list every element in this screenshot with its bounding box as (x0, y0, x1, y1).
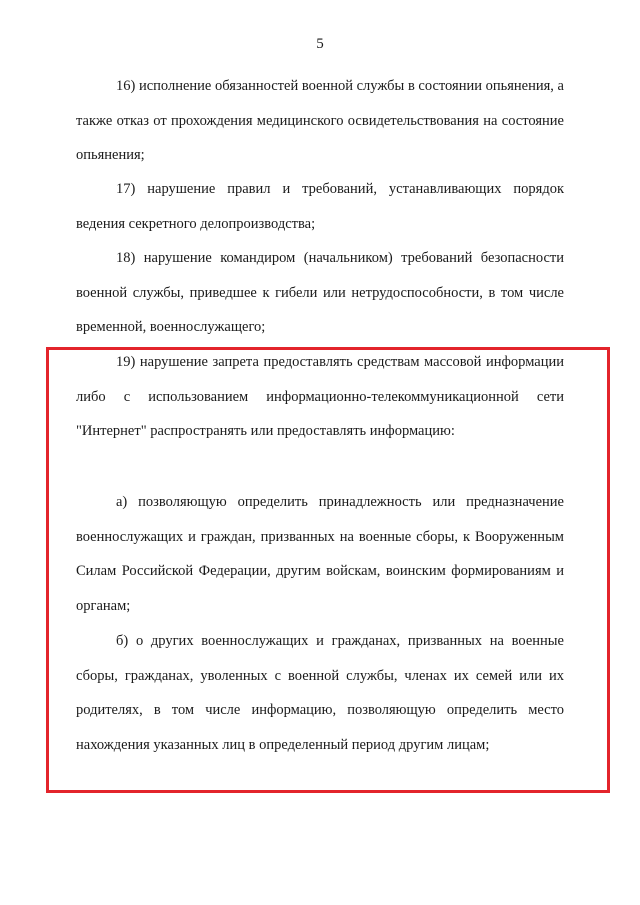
page-number: 5 (316, 36, 324, 52)
paragraph-item-17: 17) нарушение правил и требований, устанавливающих порядок ведения секретного делопроизводства; (76, 181, 564, 232)
paragraph-item-19b: б) о других военнослужащих и гражданах, призванных на военные сборы, гражданах, уволенных с военной службы, членах их семей или их родителях, в том числе информацию, позволяющую определить место нахождения указанных лиц в определенный период другим лицам; (76, 633, 564, 753)
paragraph-item-18: 18) нарушение командиром (начальником) требований безопасности военной службы, приведшее к гибели или нетрудоспособности, в том числе временной, военнослужащего; (76, 250, 564, 335)
highlight-box (46, 347, 610, 793)
paragraph-item-19a: а) позволяющую определить принадлежность или предназначение военнослужащих и граждан, призванных на военные сборы, к Вооруженным Силам Российской Федерации, другим войскам, воинским формированиям и органам; (76, 494, 564, 614)
paragraph-item-16: 16) исполнение обязанностей военной службы в состоянии опьянения, а также отказ от прохождения медицинского освидетельствования на состояние опьянения; (76, 78, 564, 163)
paragraph-item-19: 19) нарушение запрета предоставлять средствам массовой информации либо с использованием информационно-телекоммуникационной сети "Интернет" распространять или предоставлять информацию: (76, 354, 564, 439)
